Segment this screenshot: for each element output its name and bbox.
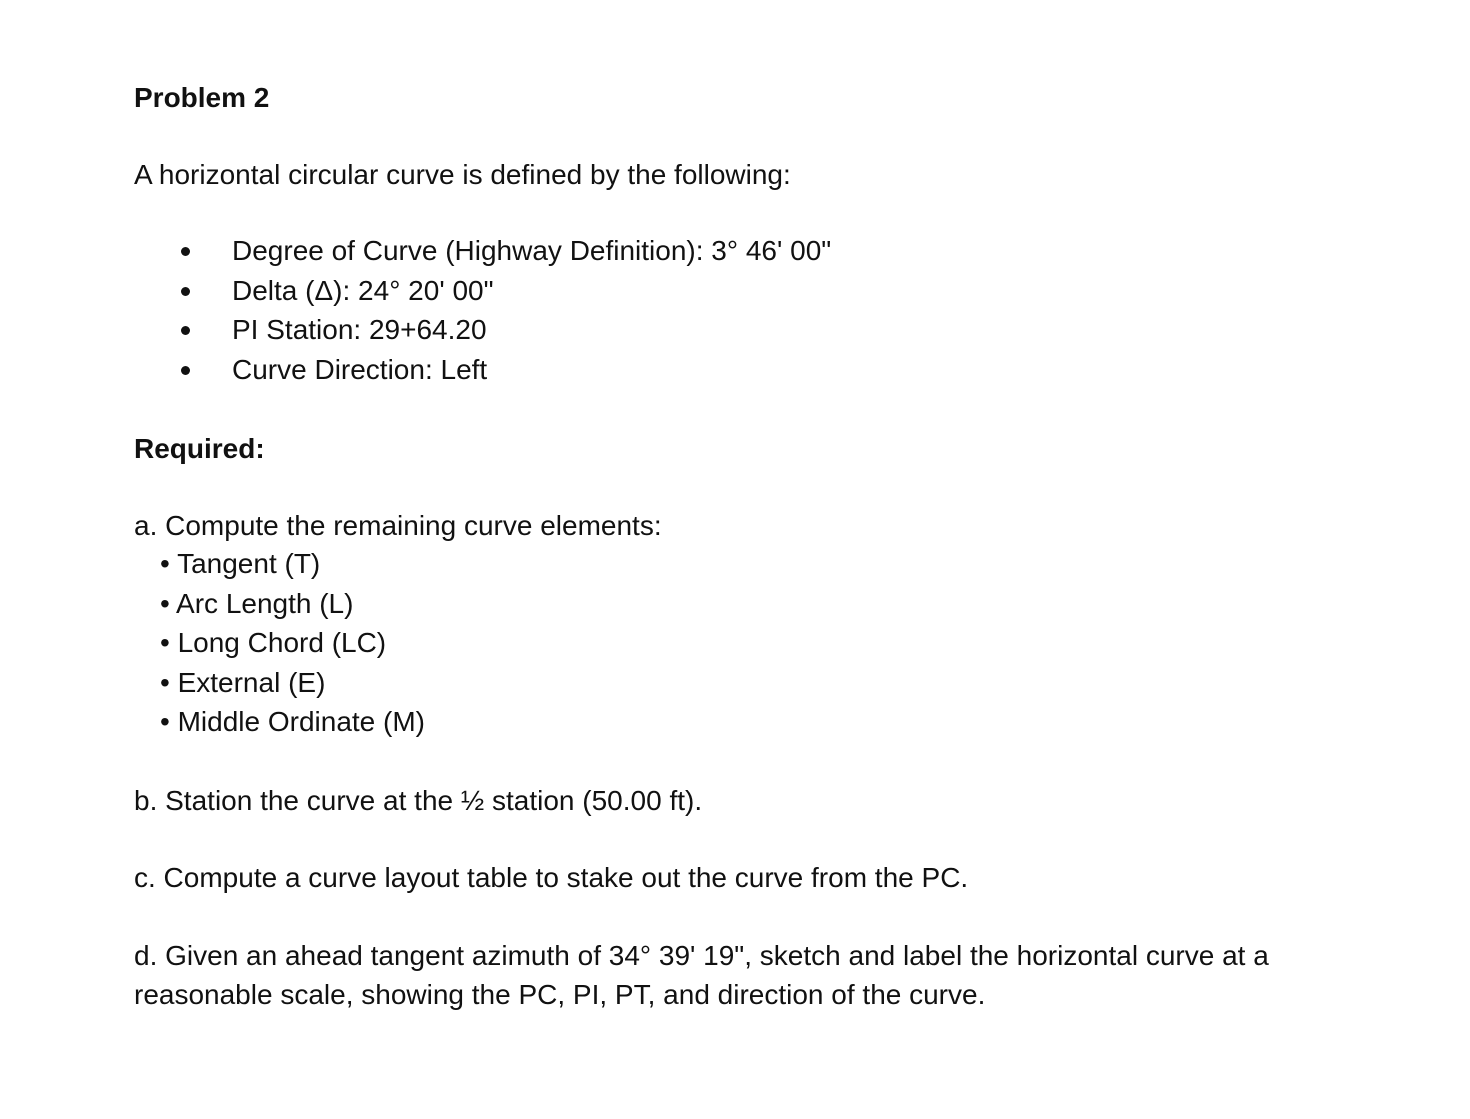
- bullet-icon: [181, 247, 190, 256]
- part-d-text-line2: reasonable scale, showing the PC, PI, PT, and direction of the curve.: [134, 979, 986, 1010]
- given-item-text: PI Station: 29+64.20: [232, 314, 487, 345]
- curve-element-long-chord: • Long Chord (LC): [160, 627, 387, 659]
- part-c-text: c. Compute a curve layout table to stake out the curve from the PC.: [134, 862, 969, 893]
- problem-title: Problem 2: [134, 82, 270, 113]
- bullet-icon: [181, 326, 190, 335]
- part-b-text: b. Station the curve at the ½ station (50.00 ft).: [134, 785, 703, 816]
- part-d-text-line1: d. Given an ahead tangent azimuth of 34° 39' 19", sketch and label the horizontal curve at a: [134, 940, 1269, 971]
- curve-elements-list: [134, 546, 425, 744]
- problem-intro: A horizontal circular curve is defined by the following:: [134, 159, 791, 190]
- bullet-icon: [181, 366, 190, 375]
- given-item-text: Degree of Curve (Highway Definition): 3° 46' 00": [232, 235, 832, 266]
- curve-element-middle-ordinate: • Middle Ordinate (M): [160, 706, 425, 738]
- given-item-text: Curve Direction: Left: [232, 353, 488, 385]
- curve-element-arc-length: • Arc Length (L): [160, 587, 354, 619]
- curve-element-tangent: • Tangent (T): [160, 548, 321, 579]
- curve-element-external: • External (E): [160, 666, 326, 698]
- required-heading: Required:: [134, 433, 265, 464]
- bullet-icon: [181, 287, 190, 296]
- given-item-text: Delta (Δ): 24° 20' 00": [232, 274, 494, 306]
- part-a-text: a. Compute the remaining curve elements:: [134, 510, 662, 541]
